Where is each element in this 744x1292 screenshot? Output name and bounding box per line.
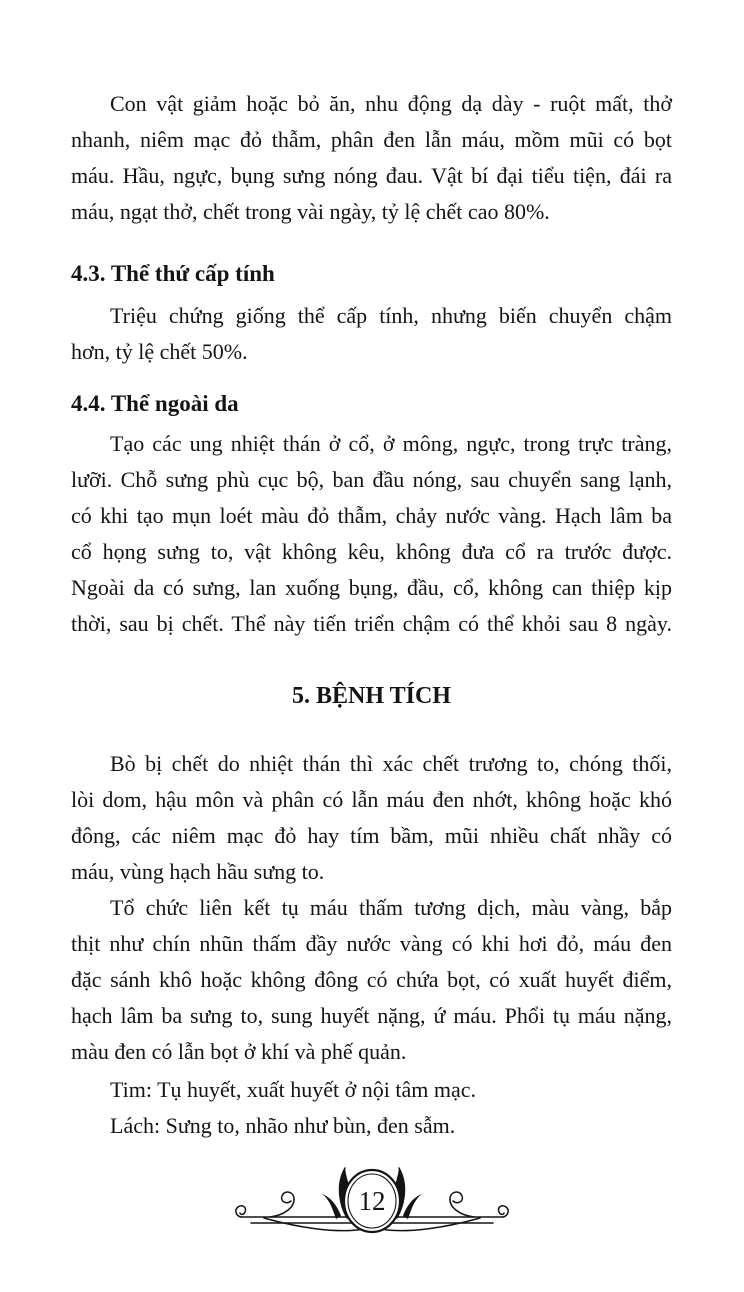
subsection-heading-4-3: 4.3. Thể thứ cấp tính [71, 261, 275, 286]
text-line: máu. Hầu, ngực, bụng sưng nóng đau. Vật bí đại tiểu tiện, đái ra [71, 163, 672, 188]
text-line: cổ họng sưng to, vật không kêu, không đưa cổ ra trước được. [71, 539, 672, 564]
page-number: 12 [358, 1186, 386, 1216]
paragraph [71, 86, 672, 230]
text-line: Triệu chứng giống thể cấp tính, nhưng biến chuyển chậm [110, 303, 672, 328]
text-line: Tổ chức liên kết tụ máu thấm tương dịch, màu vàng, bắp [110, 895, 672, 920]
footer-ornament-graphic [234, 1154, 510, 1246]
page-footer-ornament [0, 1154, 744, 1251]
text-line: đông, các niêm mạc đỏ hay tím bầm, mũi nhiều chất nhầy có [71, 823, 672, 848]
paragraph [71, 1108, 672, 1144]
text-line: thịt như chín nhũn thấm đầy nước vàng có khi hơi đỏ, máu đen [71, 931, 672, 956]
text-line: có khi tạo mụn loét màu đỏ thẫm, chảy nước vàng. Hạch lâm ba [71, 503, 672, 528]
paragraph [71, 298, 672, 370]
section-heading-5: 5. BỆNH TÍCH [292, 683, 451, 709]
paragraph [71, 426, 672, 642]
text-line: thời, sau bị chết. Thể này tiến triển chậm có thể khỏi sau 8 ngày. [71, 611, 672, 636]
text-line: Ngoài da có sưng, lan xuống bụng, đầu, cổ, không can thiệp kịp [71, 575, 672, 600]
text-line: Lách: Sưng to, nhão như bùn, đen sẫm. [110, 1113, 456, 1138]
text-line: hơn, tỷ lệ chết 50%. [71, 339, 248, 364]
paragraph [71, 890, 672, 1070]
subsection-heading-4-4: 4.4. Thể ngoài da [71, 391, 239, 416]
text-line: máu, vùng hạch hầu sưng to. [71, 859, 325, 884]
text-line: Tạo các ung nhiệt thán ở cổ, ở mông, ngực, trong trực tràng, [110, 431, 672, 456]
text-line: đặc sánh khô hoặc không đông có chứa bọt, có xuất huyết điểm, [71, 967, 672, 992]
text-line: màu đen có lẫn bọt ở khí và phế quản. [71, 1039, 407, 1064]
paragraph [71, 1072, 672, 1108]
text-line: Con vật giảm hoặc bỏ ăn, nhu động dạ dày - ruột mất, thở [110, 91, 672, 116]
text-line: Tim: Tụ huyết, xuất huyết ở nội tâm mạc. [110, 1077, 477, 1102]
text-line: Bò bị chết do nhiệt thán thì xác chết trương to, chóng thối, [110, 751, 672, 776]
text-line: lưỡi. Chỗ sưng phù cục bộ, ban đầu nóng, sau chuyển sang lạnh, [71, 467, 672, 492]
text-line: máu, ngạt thở, chết trong vài ngày, tỷ lệ chết cao 80%. [71, 199, 550, 224]
text-line: hạch lâm ba sưng to, sung huyết nặng, ứ máu. Phổi tụ máu nặng, [71, 1003, 672, 1028]
paragraph [71, 746, 672, 890]
text-line: nhanh, niêm mạc đỏ thẫm, phân đen lẫn máu, mồm mũi có bọt [71, 127, 672, 152]
text-line: lòi dom, hậu môn và phân có lẫn máu đen nhớt, không hoặc khó [71, 787, 672, 812]
